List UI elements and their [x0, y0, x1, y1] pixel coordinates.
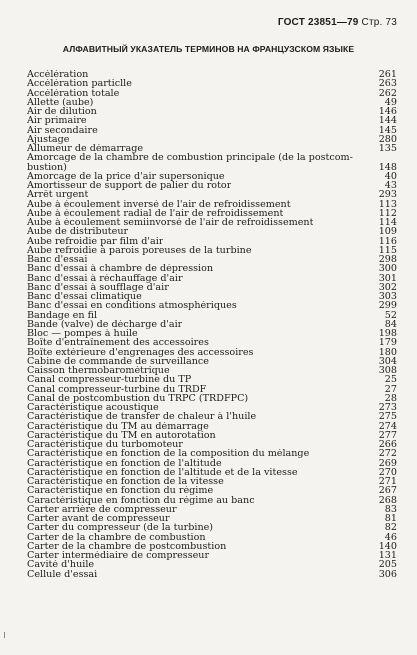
index-entry	[27, 403, 397, 412]
index-entry	[27, 477, 397, 486]
index-term: Accélération totale	[27, 88, 120, 98]
index-entry	[27, 533, 397, 542]
index-term: Cavité d'huile	[27, 560, 95, 570]
index-entry	[27, 366, 397, 375]
index-page-number: 81	[384, 513, 397, 524]
index-page-number: 271	[378, 476, 397, 487]
index-page-number: 263	[378, 78, 397, 90]
index-term: Cabine de commande de surveillance	[27, 356, 209, 366]
index-term: Caractéristique en fonction de la composition du mélange	[27, 449, 310, 459]
index-page-number: 112	[378, 207, 397, 219]
index-entry	[27, 468, 397, 477]
index-page-number: 40	[384, 170, 397, 182]
index-term: Accélération particlle	[27, 79, 132, 89]
index-page-number: 180	[378, 346, 397, 358]
index-term: Amorcage de la price d'air supersonique	[27, 171, 225, 181]
index-term: Banc d'essai à chambre de dépression	[27, 264, 214, 274]
index-page-number: 266	[378, 439, 397, 450]
index-term: Banc d'essai en conditions atmosphériques	[27, 301, 237, 311]
index-page-number: 270	[378, 466, 397, 478]
index-term: Boîte d'entraînement des accessoires	[27, 338, 209, 348]
index-term: Aube refroidie à parois poreuses de la turbine	[27, 245, 252, 255]
index-page-number: 268	[378, 494, 397, 506]
index-page-number: 52	[384, 309, 397, 321]
index-entry	[27, 375, 397, 384]
index-page-number: 144	[378, 115, 397, 127]
index-term: Air secondaire	[27, 125, 98, 135]
index-term: Caractéristique en fonction de l'altitude	[27, 458, 222, 468]
index-entry	[27, 218, 397, 227]
index-entry	[27, 496, 397, 505]
index-entry	[27, 274, 397, 283]
page-header	[278, 17, 397, 28]
index-entry	[27, 98, 397, 107]
index-term: Canal compresseur-turbine du TRDF	[27, 384, 207, 394]
index-page-number: 146	[378, 106, 397, 117]
index-entry	[27, 255, 397, 264]
index-page-number: 303	[378, 291, 397, 302]
index-term: Aube à écoulement semiinvorsé de l'air de refroidissement	[27, 218, 314, 228]
index-entry	[27, 107, 397, 116]
index-term: Air primaire	[27, 116, 87, 126]
margin-mark	[4, 632, 7, 638]
index-term: Caractéristique du TM au démarrage	[27, 421, 209, 431]
index-page-number: 298	[378, 254, 397, 265]
index-term: Ajustage	[27, 134, 70, 144]
index-entry	[27, 237, 397, 246]
index-page-number: 300	[378, 263, 397, 275]
index-page-number: 28	[384, 392, 397, 404]
index-entry	[27, 311, 397, 320]
index-term: Accélération	[27, 70, 89, 80]
index-entry	[27, 209, 397, 218]
index-term: Aube à écoulement inversé de l'air de refroidissement	[27, 199, 291, 209]
index-page-number: 261	[378, 69, 397, 80]
index-term: Carter intermédiaire de compresseur	[27, 551, 210, 561]
index-term: Caractéristique du turbomoteur	[27, 440, 183, 450]
index-page-number: 293	[378, 189, 397, 201]
index-term: Carter du compresseur (de la turbine)	[27, 523, 214, 533]
index-entry	[27, 459, 397, 468]
index-page-number: 84	[384, 318, 397, 330]
index-term: Caractéristique en fonction du régime	[27, 486, 214, 496]
index-page-number: 148	[378, 161, 397, 173]
index-entry	[27, 320, 397, 329]
index-term: Canal de postcombustion du TRPC (TRDFPC)	[27, 393, 249, 403]
index-entry	[27, 560, 397, 569]
index-page-number: 25	[384, 374, 397, 386]
index-page-number: 280	[378, 133, 397, 145]
index-page-number: 46	[384, 531, 397, 543]
index-term: Caisson thermobarométrique	[27, 366, 170, 376]
index-page-number: 302	[378, 281, 397, 293]
index-entry	[27, 116, 397, 125]
index-entry	[27, 283, 397, 292]
index-term: Bloc — pompes à huile	[27, 329, 138, 339]
index-entry	[27, 172, 397, 181]
index-entry	[27, 70, 397, 79]
index-term: Banc d'essai	[27, 255, 88, 265]
index-page-number: 269	[378, 457, 397, 469]
index-entry	[27, 227, 397, 236]
index-page-number: 135	[378, 143, 397, 154]
index-term: Caractéristique acoustique	[27, 403, 159, 413]
index-entry	[27, 246, 397, 255]
index-page-number: 83	[384, 503, 397, 515]
term-index	[27, 70, 397, 579]
index-term: Bandage en fil	[27, 310, 98, 320]
index-entry	[27, 505, 397, 514]
index-term: Caractéristique en fonction de la vitesse	[27, 477, 224, 487]
index-entry	[27, 153, 397, 172]
index-page-number: 277	[378, 429, 397, 441]
index-page-number: 275	[378, 411, 397, 423]
index-entry	[27, 79, 397, 88]
index-term: Carter de la chambre de postcombustion	[27, 541, 227, 551]
index-term: Carter de la chambre de combustion	[27, 532, 206, 542]
index-entry	[27, 486, 397, 495]
index-entry	[27, 514, 397, 523]
index-term: Cellule d'essai	[27, 569, 98, 579]
index-term: Aube à écoulement radial de l'air de refroidissement	[27, 208, 284, 218]
index-page-number: 27	[384, 383, 397, 395]
index-page-number: 205	[378, 559, 397, 571]
index-entry	[27, 551, 397, 560]
index-term: Banc d'essai climatique	[27, 292, 142, 302]
index-entry	[27, 440, 397, 449]
index-page-number: 43	[384, 180, 397, 191]
index-term: Carter arrière de compresseur	[27, 504, 177, 514]
index-page-number: 273	[378, 402, 397, 413]
index-entry	[27, 422, 397, 431]
page-title: АЛФАВИТНЫЙ УКАЗАТЕЛЬ ТЕРМИНОВ НА ФРАНЦУЗСКОМ ЯЗЫКЕ	[62, 44, 355, 54]
index-entry	[27, 449, 397, 458]
index-term: Boîte extérieure d'engrenages des accessoires	[27, 347, 254, 357]
index-term: Banc d'essai à soufflage d'air	[27, 282, 169, 292]
index-page-number: 113	[378, 198, 397, 210]
index-entry	[27, 292, 397, 301]
index-page-number: 304	[378, 355, 397, 367]
index-term: Allumeur de démarrage	[27, 144, 144, 154]
index-entry	[27, 542, 397, 551]
index-term: Aube de distributeur	[27, 227, 129, 237]
index-page-number: 198	[378, 328, 397, 339]
index-entry	[27, 135, 397, 144]
index-term: Arrêt urgent	[27, 190, 89, 200]
index-page-number: 267	[378, 485, 397, 497]
index-page-number: 262	[378, 87, 397, 99]
index-page-number: 109	[378, 226, 397, 238]
index-page-number: 299	[378, 300, 397, 312]
index-term: Air de dilution	[27, 107, 97, 117]
index-page-number: 116	[378, 235, 397, 247]
index-entry	[27, 348, 397, 357]
index-entry	[27, 431, 397, 440]
index-entry	[27, 357, 397, 366]
index-entry	[27, 190, 397, 199]
index-entry	[27, 412, 397, 421]
index-page-number: 179	[378, 337, 397, 349]
index-page-number: 301	[378, 272, 397, 284]
index-term: Caractéristique en fonction de l'altitude et de la vitesse	[27, 467, 298, 477]
index-term: Aube refroidie par film d'air	[27, 236, 164, 246]
index-term: Amortisseur de support de palier du rotor	[27, 181, 232, 191]
index-entry	[27, 264, 397, 273]
index-page-number: 49	[384, 96, 397, 108]
index-page-number: 306	[378, 568, 397, 580]
index-term: Carter avant de compresseur	[27, 514, 170, 524]
index-term: Caractéristique du TM en autorotation	[27, 430, 216, 440]
index-page-number: 308	[378, 365, 397, 376]
index-entry	[27, 181, 397, 190]
index-term: Banc d'essai à réchauffage d'air	[27, 273, 183, 283]
index-page-number: 274	[378, 420, 397, 432]
index-page-number: 114	[378, 217, 397, 228]
page-number: Стр. 73	[361, 17, 397, 28]
index-entry	[27, 523, 397, 532]
index-page-number: 145	[378, 124, 397, 136]
index-entry	[27, 126, 397, 135]
index-entry	[27, 89, 397, 98]
index-entry	[27, 338, 397, 347]
index-term: Bande (valve) de décharge d'air	[27, 319, 183, 329]
index-term-line-2: bustion)	[27, 161, 67, 173]
index-term: Caractéristique de transfer de chaleur à l'huile	[27, 412, 257, 422]
index-entry	[27, 385, 397, 394]
index-term: Allette (aube)	[27, 97, 94, 107]
standard-number: ГОСТ 23851—79	[277, 17, 359, 28]
index-term-line-1: Amorcage de la chambre de combustion principale (de la postcom-	[27, 152, 353, 164]
index-page-number: 131	[378, 550, 397, 561]
index-entry	[27, 301, 397, 310]
index-entry	[27, 570, 397, 579]
index-page-number: 140	[378, 540, 397, 552]
index-entry	[27, 394, 397, 403]
index-term: Canal compresseur-turbine du TP	[27, 375, 192, 385]
index-page-number: 82	[384, 522, 397, 534]
index-page-number: 115	[378, 244, 397, 256]
index-entry	[27, 329, 397, 338]
index-page-number: 272	[378, 448, 397, 460]
index-term: Caractéristique en fonction du régime au banc	[27, 495, 255, 505]
index-entry	[27, 200, 397, 209]
